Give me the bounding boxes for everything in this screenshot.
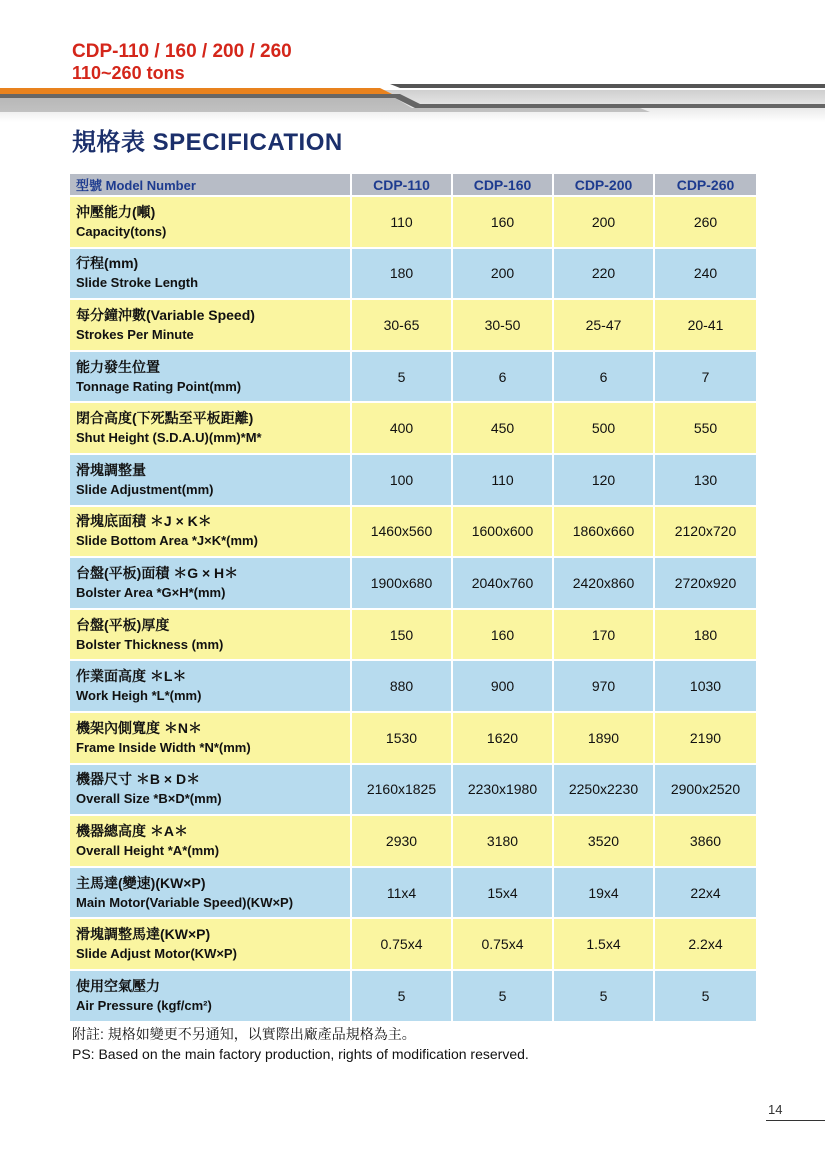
value-cell: 20-41 xyxy=(654,299,757,351)
value-cell: 2120x720 xyxy=(654,506,757,558)
value-cell: 150 xyxy=(351,609,452,661)
value-cell: 450 xyxy=(452,402,553,454)
row-label-chinese: 閉合高度(下死點至平板距離) xyxy=(76,410,254,427)
row-label-chinese: 機器尺寸 ＊B × D＊ xyxy=(76,771,201,788)
page-number: 14 xyxy=(768,1102,783,1117)
value-cell: 2190 xyxy=(654,712,757,764)
row-label-chinese: 作業面高度 ＊L＊ xyxy=(76,668,187,685)
product-title: CDP-110 / 160 / 200 / 260 xyxy=(72,41,292,62)
value-cell: 900 xyxy=(452,660,553,712)
value-cell: 500 xyxy=(553,402,654,454)
value-cell: 11x4 xyxy=(351,867,452,919)
table-header-row xyxy=(69,173,757,196)
value-cell: 120 xyxy=(553,454,654,506)
product-subtitle: 110~260 tons xyxy=(72,63,185,83)
table-row xyxy=(69,454,757,506)
row-label xyxy=(69,660,351,712)
table-body xyxy=(69,196,757,1022)
table-row xyxy=(69,660,757,712)
row-label-english: Tonnage Rating Point(mm) xyxy=(76,378,242,394)
value-cell: 0.75x4 xyxy=(452,918,553,970)
table-row xyxy=(69,970,757,1022)
table-row xyxy=(69,299,757,351)
row-label-english: Slide Adjust Motor(KW×P) xyxy=(76,946,237,962)
column-header-model-number: 型號 Model Number xyxy=(69,173,351,196)
note-chinese: 附註: 規格如變更不另通知，以實際出廠產品規格為主。 xyxy=(72,1026,416,1042)
value-cell: 1900x680 xyxy=(351,557,452,609)
row-label xyxy=(69,299,351,351)
value-cell: 22x4 xyxy=(654,867,757,919)
row-label-english: Shut Height (S.D.A.U)(mm)*M* xyxy=(76,430,262,446)
row-label xyxy=(69,557,351,609)
row-label-chinese: 機器總高度 ＊A＊ xyxy=(76,822,188,839)
column-header: CDP-160 xyxy=(452,173,553,196)
value-cell: 110 xyxy=(351,196,452,248)
row-label-english: Strokes Per Minute xyxy=(76,326,194,342)
value-cell: 5 xyxy=(553,970,654,1022)
value-cell: 5 xyxy=(452,970,553,1022)
row-label-english: Slide Adjustment(mm) xyxy=(76,481,214,497)
value-cell: 3520 xyxy=(553,815,654,867)
value-cell: 160 xyxy=(452,609,553,661)
row-label-chinese: 滑塊底面積 ＊J × K＊ xyxy=(76,513,212,530)
value-cell: 1620 xyxy=(452,712,553,764)
table-row xyxy=(69,764,757,816)
value-cell: 1530 xyxy=(351,712,452,764)
column-header: CDP-200 xyxy=(553,173,654,196)
row-label-english: Overall Size *B×D*(mm) xyxy=(76,791,222,807)
row-label-chinese: 每分鐘沖數(Variable Speed) xyxy=(76,306,255,323)
row-label xyxy=(69,918,351,970)
row-label-english: Bolster Area *G×H*(mm) xyxy=(76,584,226,600)
row-label-chinese: 使用空氣壓力 xyxy=(76,977,160,994)
row-label-english: Overall Height *A*(mm) xyxy=(76,842,220,858)
row-label-english: Bolster Thickness (mm) xyxy=(76,636,224,652)
value-cell: 30-50 xyxy=(452,299,553,351)
value-cell: 3180 xyxy=(452,815,553,867)
row-label-chinese: 能力發生位置 xyxy=(76,358,160,375)
table-row xyxy=(69,351,757,403)
row-label xyxy=(69,402,351,454)
value-cell: 1860x660 xyxy=(553,506,654,558)
value-cell: 240 xyxy=(654,248,757,300)
row-label-chinese: 滑塊調整量 xyxy=(76,461,146,478)
value-cell: 1460x560 xyxy=(351,506,452,558)
row-label xyxy=(69,248,351,300)
value-cell: 2720x920 xyxy=(654,557,757,609)
table-row xyxy=(69,815,757,867)
decorative-stripes xyxy=(0,82,825,122)
table-row xyxy=(69,506,757,558)
row-label-chinese: 主馬達(變速)(KW×P) xyxy=(76,874,206,891)
value-cell: 180 xyxy=(654,609,757,661)
row-label-english: Frame Inside Width *N*(mm) xyxy=(76,739,251,755)
value-cell: 25-47 xyxy=(553,299,654,351)
value-cell: 0.75x4 xyxy=(351,918,452,970)
column-header: CDP-110 xyxy=(351,173,452,196)
row-label xyxy=(69,609,351,661)
row-label-english: Air Pressure (kgf/cm²) xyxy=(76,997,212,1013)
value-cell: 7 xyxy=(654,351,757,403)
table-row xyxy=(69,712,757,764)
value-cell: 6 xyxy=(553,351,654,403)
value-cell: 880 xyxy=(351,660,452,712)
value-cell: 2230x1980 xyxy=(452,764,553,816)
value-cell: 200 xyxy=(553,196,654,248)
row-label-english: Capacity(tons) xyxy=(76,223,167,239)
value-cell: 200 xyxy=(452,248,553,300)
value-cell: 400 xyxy=(351,402,452,454)
value-cell: 5 xyxy=(351,970,452,1022)
row-label xyxy=(69,712,351,764)
value-cell: 2.2x4 xyxy=(654,918,757,970)
value-cell: 550 xyxy=(654,402,757,454)
value-cell: 220 xyxy=(553,248,654,300)
value-cell: 5 xyxy=(351,351,452,403)
value-cell: 260 xyxy=(654,196,757,248)
table-row xyxy=(69,609,757,661)
value-cell: 2930 xyxy=(351,815,452,867)
table-row xyxy=(69,196,757,248)
value-cell: 19x4 xyxy=(553,867,654,919)
value-cell: 15x4 xyxy=(452,867,553,919)
value-cell: 30-65 xyxy=(351,299,452,351)
spec-table xyxy=(68,172,758,1023)
value-cell: 1030 xyxy=(654,660,757,712)
row-label-chinese: 台盤(平板)厚度 xyxy=(76,616,170,633)
value-cell: 1600x600 xyxy=(452,506,553,558)
value-cell: 160 xyxy=(452,196,553,248)
table-row xyxy=(69,867,757,919)
row-label-chinese: 行程(mm) xyxy=(76,255,139,272)
spec-title: 規格表 SPECIFICATION xyxy=(72,129,343,156)
row-label-english: Slide Stroke Length xyxy=(76,275,199,291)
page-number-rule xyxy=(766,1120,825,1121)
value-cell: 1.5x4 xyxy=(553,918,654,970)
value-cell: 2900x2520 xyxy=(654,764,757,816)
row-label-english: Main Motor(Variable Speed)(KW×P) xyxy=(76,894,294,910)
row-label-english: Slide Bottom Area *J×K*(mm) xyxy=(76,533,258,549)
value-cell: 5 xyxy=(654,970,757,1022)
row-label-chinese: 滑塊調整馬達(KW×P) xyxy=(76,926,211,943)
table-row xyxy=(69,248,757,300)
value-cell: 6 xyxy=(452,351,553,403)
row-label xyxy=(69,196,351,248)
value-cell: 970 xyxy=(553,660,654,712)
row-label xyxy=(69,506,351,558)
value-cell: 180 xyxy=(351,248,452,300)
value-cell: 170 xyxy=(553,609,654,661)
row-label-english: Work Heigh *L*(mm) xyxy=(76,688,202,704)
row-label xyxy=(69,867,351,919)
table-row xyxy=(69,557,757,609)
note-english: PS: Based on the main factory production, rights of modification reserved. xyxy=(72,1046,529,1062)
value-cell: 110 xyxy=(452,454,553,506)
value-cell: 2420x860 xyxy=(553,557,654,609)
table-row xyxy=(69,402,757,454)
value-cell: 2160x1825 xyxy=(351,764,452,816)
row-label-chinese: 機架內側寬度 ＊N＊ xyxy=(76,719,202,736)
row-label xyxy=(69,970,351,1022)
value-cell: 100 xyxy=(351,454,452,506)
table-row xyxy=(69,918,757,970)
row-label xyxy=(69,454,351,506)
row-label-chinese: 台盤(平板)面積 ＊G × H＊ xyxy=(76,564,239,581)
row-label-chinese: 沖壓能力(噸) xyxy=(76,203,156,220)
row-label xyxy=(69,351,351,403)
value-cell: 130 xyxy=(654,454,757,506)
value-cell: 2250x2230 xyxy=(553,764,654,816)
value-cell: 1890 xyxy=(553,712,654,764)
column-header: CDP-260 xyxy=(654,173,757,196)
value-cell: 3860 xyxy=(654,815,757,867)
value-cell: 2040x760 xyxy=(452,557,553,609)
row-label xyxy=(69,764,351,816)
row-label xyxy=(69,815,351,867)
